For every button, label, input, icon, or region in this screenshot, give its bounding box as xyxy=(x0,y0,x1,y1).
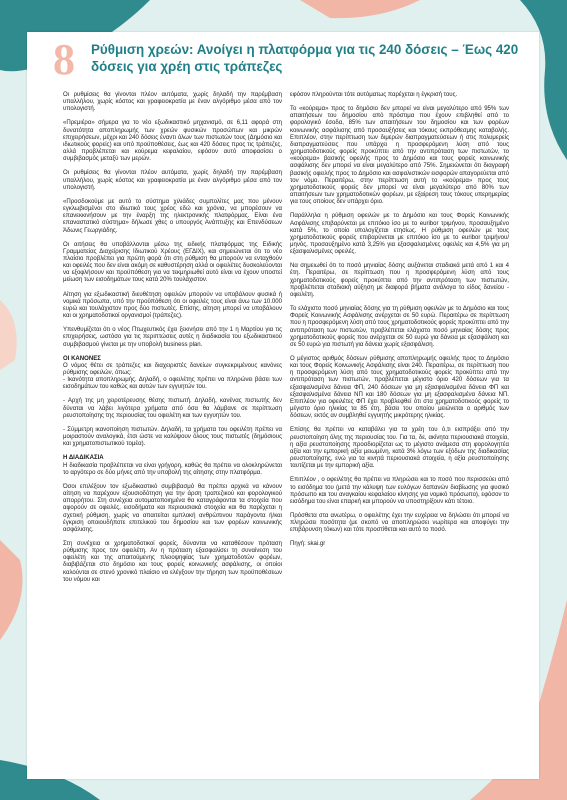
paragraph: Οι αιτήσεις θα υποβάλλονται μέσω της ειδικής πλατφόρμας της Ειδικής Γραμματείας Διαχείρισης Ιδιωτικού Χρέους (ΕΓΔΙΧ), και σημειώνεται ότι το νέο πλαίσιο προβλέπει για πρώτη φορά ότι στη ρύθμιση θα μπορούν να ενταχθούν και οφειλές που δεν είναι ακόμη σε καθυστέρηση αλλά οι οφειλέτες δυσκολεύονται να εξοφλήσουν και προϋπόθεση για να τεκμηριωθεί αυτό είναι να έχουν υποστεί μείωση των εισοδημάτων τους κατά 20% τουλάχιστον. xyxy=(63,241,282,284)
paragraph: Αίτηση για εξωδικαστική διευθέτηση οφειλών μπορούν να υποβάλουν φυσικά ή νομικά πρόσωπα, υπό την προϋπόθεση ότι οι οφειλές τους είναι άνω των 10.000 ευρώ και τουλάχιστον προς δύο πιστωτές. Επίσης, αίτηση μπορεί να υποβάλουν και οι χρηματοδοτικοί οργανισμοί (τράπεζες). xyxy=(63,291,282,320)
paragraph: - Αρχή της μη χειροτέρευσης θέσης πιστωτή. Δηλαδή, κανένας πιστωτής δεν δύναται να λάβει λιγότερα χρήματα από όσα θα λάμβανε σε περίπτωση ρευστοποίησης της περιουσίας του οφειλέτη και των εγγυητών του. xyxy=(63,398,282,419)
paragraph: Οι ρυθμίσεις θα γίνονται πλέον αυτόματα, χωρίς δηλαδή την παρέμβαση υπαλλήλου, χωρίς κόστος και γραφειοκρατία με έναν αλγόριθμο μέσα από τον υπολογιστή. xyxy=(63,92,282,113)
paragraph: Στη συνέχεια οι χρηματοδοτικοί φορείς, δύνανται να καταθέσουν πρόταση ρύθμισης προς τον οφειλέτη. Αν η πρόταση εξασφαλίσει τη συναίνεση του οφειλέτη και της απαιτούμενης πλειοψηφίας των χρηματοδοτών φορέων, διαβιβάζεται στο δημόσιο και τους φορείς κοινωνικής ασφάλισης, οι οποίοι καλούνται σε στενό χρονικό πλαίσιο να ελέγξουν την τήρηση των προϋποθέσεων του νόμου και xyxy=(63,540,282,583)
paragraph: Να σημειωθεί ότι το ποσό μηνιαίας δόσης αυξάνεται σταδιακά μετά από 1 και 4 έτη. Περαιτέρω, σε περίπτωση που η προσφερόμενη λύση από τους χρηματοδοτικούς φορείς προκύπτει από την αντιπρόταση των πιστωτών, προβλέπεται σταδιακή αύξηση με διαφορά βήματα ανάλογα το είδος δανείου - οφειλέτη. xyxy=(290,263,509,298)
paragraph: «Προσδοκούμε με αυτό το σύστημα χιλιάδες συμπολίτες μας που μένουν εγκλωβισμένοι στο ιδιωτικό τους χρέος εδώ και χρόνια, να μπορέσουν να επανεκκινήσουν με την έναρξη της ηλεκτρονικής πλατφόρμας. Είναι ένα επαναστατικό σύστημα» δήλωσε χθες ο υπουργός Ανάπτυξης και Επενδύσεων Άδωνις Γεωργιάδης. xyxy=(63,198,282,234)
right-column xyxy=(290,92,509,556)
left-column xyxy=(63,92,282,591)
paragraph: «Πρεμιέρα» σήμερα για το νέο εξωδικαστικό μηχανισμό, σε 6,11 αφορά στη δυνατότητα αποπληρωμής των χρεών φυσικών προσώπων και μικρών επιχειρήσεων, μέχρι και 240 δόσεις έναντι όλων των πιστωτών τους (Δημόσιο και ιδιωτικούς φορείς) και υπό προϋποθέσεις, έως και 420 δόσεις προς τις τράπεζες, αλλά προβλέπεται και κούρεμα κεφαλαίου, εφόσον αυτό αποφασίσει ο συμβιβασμός μεταξύ των μερών. xyxy=(63,120,282,163)
paragraph: Πρόσθετα στα ανωτέρω, ο οφειλέτης έχει την ευχέρεια να δηλώσει ότι μπορεί να πληρώσει ποσότητα (με σκοπό να αποπληρώσει νωρίτερα και αποφύγει την επιβάρυνση τόκων) και τότε προστίθεται και αυτό το ποσό. xyxy=(290,512,509,534)
article-header xyxy=(27,32,539,92)
section-heading-rules: ΟΙ ΚΑΝΟΝΕΣ xyxy=(63,355,101,362)
page-number: 8 xyxy=(53,35,75,84)
paragraph: Η διαδικασία προβλέπεται να είναι γρήγορη, καθώς θα πρέπει να ολοκληρώνεται το αργότερο σε δύο μήνες από την υποβολή της αίτησης στην πλατφόρμα. xyxy=(63,462,282,476)
paragraph: - Σύμμετρη ικανοποίηση πιστωτών. Δηλαδή, τα χρήματα του οφειλέτη πρέπει να μοιραστούν αναλογικά, έτσι ώστε να καλύψουν όλους τους πιστωτές (δημόσιους και χρηματοπιστωτικού τομέα). xyxy=(63,426,282,448)
article-title: Ρύθμιση χρεών: Ανοίγει η πλατφόρμα για τις 240 δόσεις – Έως 420 δόσεις για χρέη στις τράπεζες xyxy=(91,42,519,74)
paragraph: Ο νόμος θέτει σε τράπεζες και διαχειριστές δανείων συγκεκριμένους κανόνες ρύθμισης οφειλών, όπως: - Ικανότητα αποπληρωμής. Δηλαδή, ο οφειλέτης πρέπει να πληρώνει βάσει των εισοδημάτων του καθώς και αυτών των εγγυητών του. xyxy=(63,362,282,391)
source-credit: Πηγή: skai.gr xyxy=(290,541,326,548)
paragraph: Επιπλέον , ο οφειλέτης θα πρέπει να πληρώσει και το ποσό που περισσεύει από το εισόδημα του (μετά την κάλυψη των ευλόγων δαπανών διαβίωσης για φυσικό πρόσωπο και του αναγκαίου κεφαλαίου κίνησης για νομικό πρόσωπο), εφόσον το εισόδημα του είναι επαρκή και μπορούν να υποστηρίξουν κάτι τέτοιο. xyxy=(290,477,509,505)
paragraph: Επίσης θα πρέπει να καταβάλει για τα χρέη του ό,τι εισπράξει από την ρευστοποίηση όλης της περιουσίας του. Για τα, δε, ακίνητα περιουσιακά στοιχεία, η αξία ρευστοποίησης προσδιορίζεται ως το μέγιστο ανάμεσα στη φορολογητέα αξία και την εμπορική αξία μειωμένη, κατά 3% λόγω των εξόδων της διαδικασίας ρευστοποίησης, ενώ για τα κινητά περιουσιακά στοιχεία, η αξία ρευστοποίησης ταυτίζεται με την εμπορική αξία. xyxy=(290,427,509,470)
paragraph: Το «κούρεμα» προς το δημόσιο δεν μπορεί να είναι μεγαλύτερο από 95% των απαιτήσεων του δημοσίου από πρόστιμα που έχουν επιβληθεί από το φορολογικό έσοδα, 85% των απαιτήσεων του δημοσίου και των φορέων κοινωνικής ασφάλισης από προσαυξήσεις και τόκους εκπρόθεσμης καταβολής. Επιπλέον, στην περίπτωση των διμερών διαπραγματεύσεων ή στις πολυμερείς διαπραγματεύσεις που υπάρχει η προσφερόμενη λύση από τους χρηματοδοτικούς φορείς προκύπτει από την αντιπρόταση των πιστωτών, το «κούρεμα» βασικής οφειλής προς το Δημόσιο και τους φορείς κοινωνικής ασφάλισης δεν μπορεί να είναι μεγαλύτερο από 75%. Σημειώνεται ότι διαγραφή βασικής οφειλής προς το Δημόσιο και ασφαλιστικών εισφορών απαγορεύεται από τον νόμο. Περαιτέρω, στην περίπτωση αυτή το «κούρεμα» προς τους χρηματοδοτικούς φορείς δεν μπορεί να είναι μεγαλύτερο από 80% των απαιτήσεων των χρηματοδοτικών φορέων, με εξαίρεση τους τόκους υπερημερίας για τους οποίους δεν υπάρχει όριο. xyxy=(290,106,509,206)
paragraph: Παράλληλα η ρύθμιση οφειλών με το Δημόσιο και τους Φορείς Κοινωνικής Ασφάλισης επιβαρύνεται με επιτόκιο ίσο με το euribor τριμήνου, προσαυξημένο κατά 5%, το οποίο υπολογίζεται ετησίως. Η ρύθμιση οφειλών με τους χρηματοδοτικούς φορείς επιβαρύνεται με επιτόκιο ίσο με το euribor τριμήνου/μηνός, προσαυξημένο κατά 3,25% για εξασφαλισμένες οφειλές και 4,5% για μη εξασφαλισμένες οφειλές. xyxy=(290,213,509,256)
paragraph: Το ελάχιστο ποσό μηνιαίας δόσης για τη ρύθμιση οφειλών με το Δημόσιο και τους Φορείς Κοινωνικής Ασφάλισης ανέρχεται σε 50 ευρώ. Περαιτέρω σε περίπτωση που η προσφερόμενη λύση από τους χρηματοδοτικούς φορείς προκύπτει από την αντιπρόταση των πιστωτών, προβλέπεται ελάχιστο ποσό μηνιαίας δόσης προς χρηματοδοτικούς φορείς που ανέρχεται σε 50 ευρώ για δάνεια με εξασφάλιση και σε 50 ευρώ για πιστωτή για δάνεια χωρίς εξασφάλιση. xyxy=(290,306,509,348)
paragraph: Υπενθυμίζεται ότι ο νέος Πτωχευτικός έχει ξεκινήσει από την 1 η Μαρτίου για τις επιχειρήσεις, ωστόσο για τις περιπτώσεις αυτές η διαδικασία του εξωδικαστικού συμβιβασμού γίνεται με την υποβολή business plan. xyxy=(63,327,282,348)
paragraph: Οι ρυθμίσεις θα γίνονται πλέον αυτόματα, χωρίς δηλαδή την παρέμβαση υπαλλήλου, χωρίς κόστος και γραφειοκρατία με έναν αλγόριθμο μέσα από τον υπολογιστή. xyxy=(63,170,282,191)
article-page xyxy=(27,32,539,779)
paragraph: Ο μέγιστος αριθμός δόσεων ρύθμισης αποπληρωμής οφειλής προς το Δημόσιο και τους Φορείς Κοινωνικής Ασφάλισης είναι 240. Περαιτέρω, σε περίπτωση που η προσφερόμενη λύση από τους χρηματοδοτικούς φορείς προκύπτει από την αντιπρόταση των πιστωτών, προβλέπεται μέγιστο όριο 420 δόσεων για τα εξασφαλισμένα δάνεια ΦΠ, 240 δόσεων για μη εξασφαλισμένα δάνεια ΦΠ και εξασφαλισμένα δάνεια ΝΠ και 180 δόσεων για μη εξασφαλισμένα δάνεια ΝΠ. Επιπλέον για οφειλέτες ΦΠ έχει προβλεφθεί ότι στα χρηματοδοτικούς φορείς το μέγιστο όριο ηλικίας τα 85 έτη, βάσει του οποίου μειώνεται ο αριθμός των δόσεων, εκτός αν συμβληθεί εγγυητής μικρότερης ηλικίας. xyxy=(290,356,509,420)
paragraph: Όσοι επιλέξουν τον εξωδικαστικό συμβιβασμό θα πρέπει αρχικά να κάνουν αίτηση να παρέχουν εξουσιοδότηση για την άρση τραπεζικού και φορολογικού απορρήτου. Στη συνέχεια αυτοματοποιημένα θα καταγράφονται τα στοιχεία που αφορούν σε οφειλές, εισοδήματα και περιουσιακά στοιχεία και θα παρέχεται η σχετική ρύθμιση, χωρίς να απαιτείται εμπλοκή ανθρώπινου παράγοντα ή/και έγκριση οποιουδήποτε επιτελικού του δημοσίου και των φορέων κοινωνικής ασφάλισης. xyxy=(63,483,282,533)
section-heading-process: Η ΔΙΑΔΙΚΑΣΙΑ xyxy=(63,455,104,462)
paragraph: εφόσον πληρούνται τότε αυτόματως παρέχεται η έγκρισή τους. xyxy=(290,92,458,98)
